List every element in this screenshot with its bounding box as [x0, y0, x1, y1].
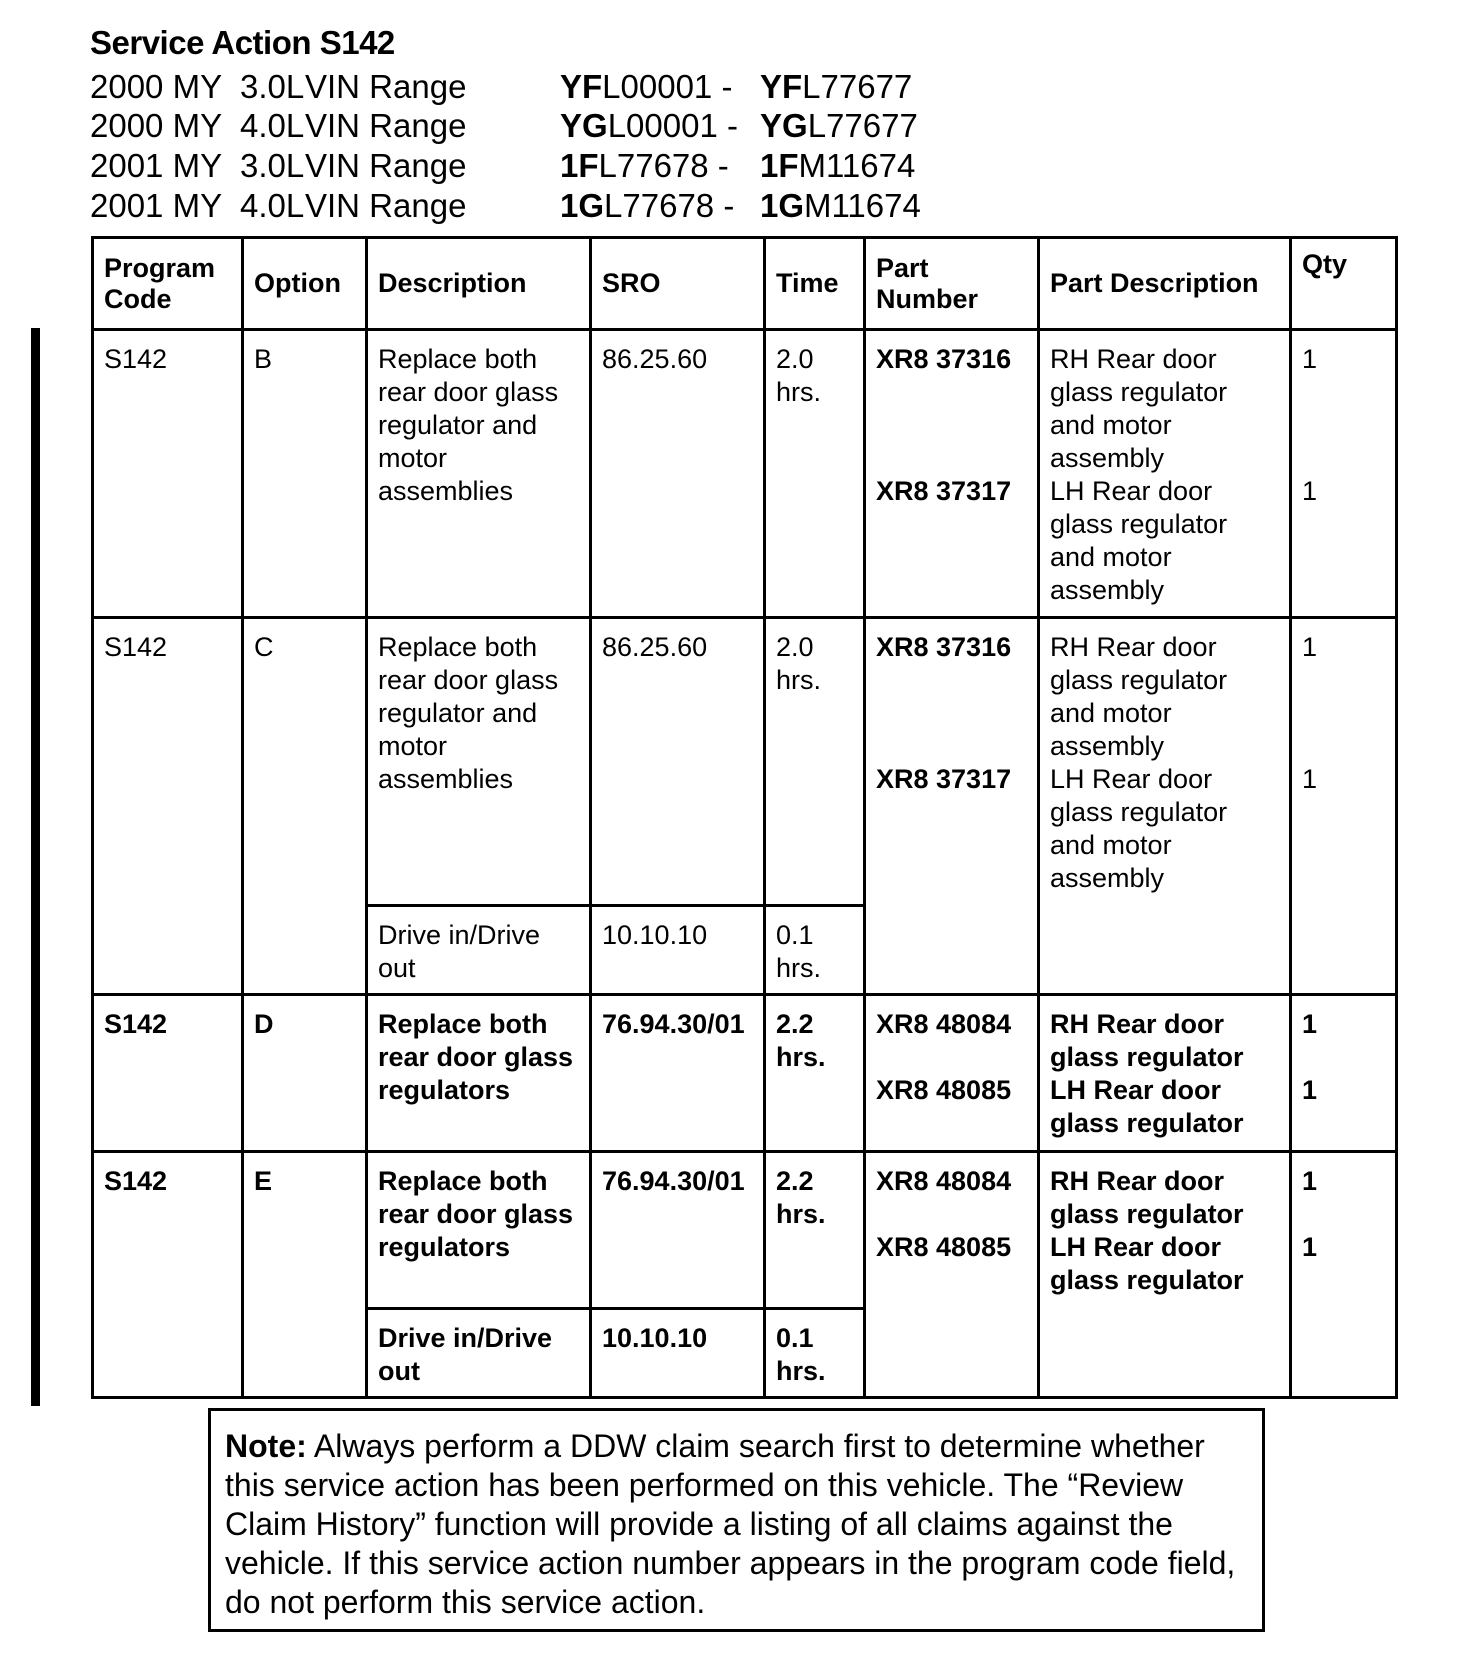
part-number-cell: [865, 618, 1039, 995]
table-header-row: [93, 238, 1397, 330]
sro-cell: 86.25.60: [591, 618, 765, 906]
part-description-cell: [1039, 618, 1291, 995]
time-cell: 2.0 hrs.: [765, 330, 865, 618]
table-row: [93, 618, 1397, 906]
qty-value: 1: [1302, 1009, 1318, 1039]
part-description: RH Rear door glass regulator and motor assembly: [1050, 344, 1228, 473]
sro-cell: 76.94.30/01: [591, 995, 765, 1152]
program-code-cell: S142: [93, 618, 243, 995]
part-number: XR8 37316: [876, 344, 1012, 374]
time-cell: 0.1 hrs.: [765, 1309, 865, 1398]
note-box: [208, 1408, 1265, 1632]
qty-value: 1: [1302, 1166, 1318, 1196]
qty-cell: [1291, 330, 1397, 618]
description-cell: Replace both rear door glass regulator and motor assemblies: [367, 330, 591, 618]
time-cell: 0.1 hrs.: [765, 906, 865, 995]
option-cell: D: [243, 995, 367, 1152]
header-qty: Qty: [1291, 238, 1397, 330]
description-cell: Replace both rear door glass regulators: [367, 995, 591, 1152]
option-cell: C: [243, 618, 367, 995]
part-number-cell: [865, 1152, 1039, 1398]
header-program-code: Program Code: [93, 238, 243, 330]
qty-cell: [1291, 995, 1397, 1152]
part-number-cell: [865, 330, 1039, 618]
qty-value: 1: [1302, 764, 1318, 794]
qty-value: 1: [1302, 476, 1318, 506]
table-row: [93, 1152, 1397, 1309]
note-text: Always perform a DDW claim search first to determine whether this service action has been performed on this vehicle. The “Review Claim History” function will provide a listing of all claims against the vehicle. If this service action number appears in the program code field, do not perform this service action.: [225, 1428, 1236, 1620]
program-code-cell: S142: [93, 1152, 243, 1398]
service-action-table: [91, 236, 1398, 1399]
part-description: LH Rear door glass regulator and motor assembly: [1050, 476, 1228, 605]
part-number: XR8 37317: [876, 764, 1012, 794]
part-number: XR8 48085: [876, 1232, 1012, 1262]
qty-cell: [1291, 1152, 1397, 1398]
description-cell: Replace both rear door glass regulator and motor assemblies: [367, 618, 591, 906]
part-description-cell: [1039, 995, 1291, 1152]
option-cell: E: [243, 1152, 367, 1398]
description-cell: Replace both rear door glass regulators: [367, 1152, 591, 1309]
revision-change-bar: [31, 328, 40, 1406]
part-description: RH Rear door glass regulator: [1050, 1166, 1244, 1229]
header-description: Description: [367, 238, 591, 330]
sro-cell: 10.10.10: [591, 906, 765, 995]
table-row: [93, 330, 1397, 618]
header-time: Time: [765, 238, 865, 330]
time-cell: 2.2 hrs.: [765, 1152, 865, 1309]
header-part-description: Part Description: [1039, 238, 1291, 330]
description-cell: Drive in/Drive out: [367, 906, 591, 995]
time-cell: 2.0 hrs.: [765, 618, 865, 906]
part-number-cell: [865, 995, 1039, 1152]
qty-value: 1: [1302, 1232, 1318, 1262]
part-description: RH Rear door glass regulator and motor assembly: [1050, 632, 1228, 761]
part-description-cell: [1039, 330, 1291, 618]
part-description: RH Rear door glass regulator: [1050, 1009, 1244, 1072]
table-row: [93, 995, 1397, 1152]
program-code-cell: S142: [93, 995, 243, 1152]
qty-cell: [1291, 618, 1397, 995]
header-option: Option: [243, 238, 367, 330]
part-description: LH Rear door glass regulator: [1050, 1232, 1244, 1295]
qty-value: 1: [1302, 1075, 1318, 1105]
program-code-cell: S142: [93, 330, 243, 618]
part-description: LH Rear door glass regulator: [1050, 1075, 1244, 1138]
qty-value: 1: [1302, 632, 1318, 662]
page-title: Service Action S142: [90, 24, 395, 61]
sro-cell: 10.10.10: [591, 1309, 765, 1398]
part-number: XR8 37316: [876, 632, 1012, 662]
description-cell: Drive in/Drive out: [367, 1309, 591, 1398]
time-cell: 2.2 hrs.: [765, 995, 865, 1152]
option-cell: B: [243, 330, 367, 618]
header-sro: SRO: [591, 238, 765, 330]
part-number: XR8 48084: [876, 1009, 1012, 1039]
part-number: XR8 37317: [876, 476, 1012, 506]
part-number: XR8 48084: [876, 1166, 1012, 1196]
sro-cell: 76.94.30/01: [591, 1152, 765, 1309]
qty-value: 1: [1302, 344, 1318, 374]
part-number: XR8 48085: [876, 1075, 1012, 1105]
note-label: Note:: [225, 1428, 307, 1464]
part-description: LH Rear door glass regulator and motor assembly: [1050, 764, 1228, 893]
part-description-cell: [1039, 1152, 1291, 1398]
header-part-number: Part Number: [865, 238, 1039, 330]
sro-cell: 86.25.60: [591, 330, 765, 618]
